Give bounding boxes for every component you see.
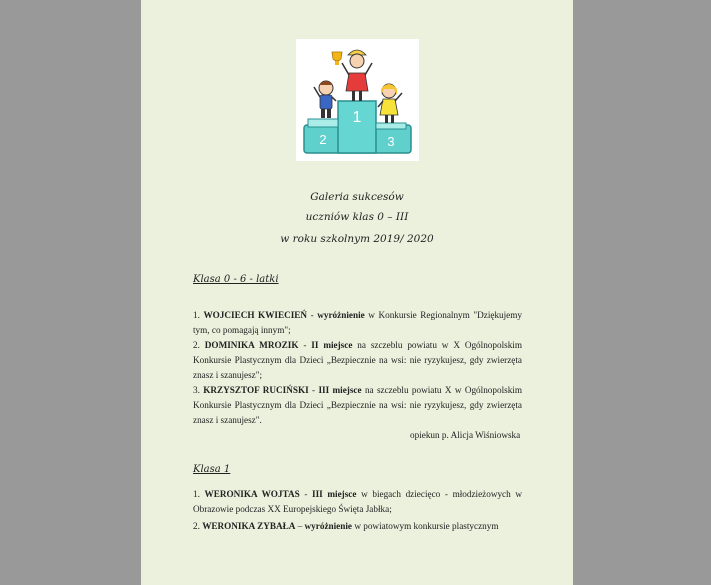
podium-kids-image xyxy=(296,39,419,161)
heading-line-3: w roku szkolnym 2019/ 2020 xyxy=(280,233,434,245)
student-name: KRZYSZTOF RUCIŃSKI xyxy=(203,385,309,395)
student-name: WERONIKA WOJTAS xyxy=(204,489,300,499)
award: wyróżnienie xyxy=(304,521,353,531)
podium-number-2: 2 xyxy=(319,132,327,147)
achievement-item: 1. WOJCIECH KWIECIEŃ - wyróżnienie w Konkursie Regionalnym "Dziękujemy tym, co pomagają innym"; xyxy=(193,310,523,335)
student-name: DOMINIKA MROZIK xyxy=(204,340,299,350)
achievement-item: 3. KRZYSZTOF RUCIŃSKI - III miejsce na szczeblu powiatu X w Ogólnopolskim Konkursie Plastycznym dla Dzieci „Bezpiecznie na wsi: nie ryzykujesz, gdy zwierzęta znasz i szanujesz". xyxy=(193,385,522,425)
heading-line-2: uczniów klas 0 – III xyxy=(305,211,409,223)
teacher-signature: opiekun p. Alicja Wiśniowska xyxy=(410,430,521,440)
award: II miejsce xyxy=(311,340,353,350)
award: wyróżnienie xyxy=(317,310,365,320)
achievement-item: 2. WERONIKA ZYBAŁA – wyróżnienie w powiatowym konkursie plastycznym xyxy=(193,521,499,531)
section-1-list xyxy=(193,487,522,534)
award: III miejsce xyxy=(312,489,357,499)
section-0-6-list xyxy=(193,308,522,428)
podium-number-1: 1 xyxy=(352,109,362,126)
document-page xyxy=(141,0,573,585)
achievement-item: 2. DOMINIKA MROZIK - II miejsce na szczeblu powiatu w X Ogólnopolskim Konkursie Plastycznym dla Dzieci „Bezpiecznie na wsi: nie ryzykujesz, gdy zwierzęta znasz i szanujesz"; xyxy=(193,340,523,380)
achievement-item: 1. WERONIKA WOJTAS - III miejsce w biegach dziecięco - młodzieżowych w Obrazowie podczas XX Europejskiego Święta Jabłka; xyxy=(193,489,522,514)
section-title-klasa-1: Klasa 1 xyxy=(193,464,231,475)
award: III miejsce xyxy=(318,385,362,395)
heading-line-1: Galeria sukcesów xyxy=(310,191,404,203)
podium-illustration xyxy=(296,39,419,161)
section-title-klasa-0-6: Klasa 0 - 6 - latki xyxy=(193,274,279,285)
student-name: WOJCIECH KWIECIEŃ xyxy=(203,310,308,320)
podium-number-3: 3 xyxy=(387,134,395,149)
student-name: WERONIKA ZYBAŁA xyxy=(202,521,296,531)
